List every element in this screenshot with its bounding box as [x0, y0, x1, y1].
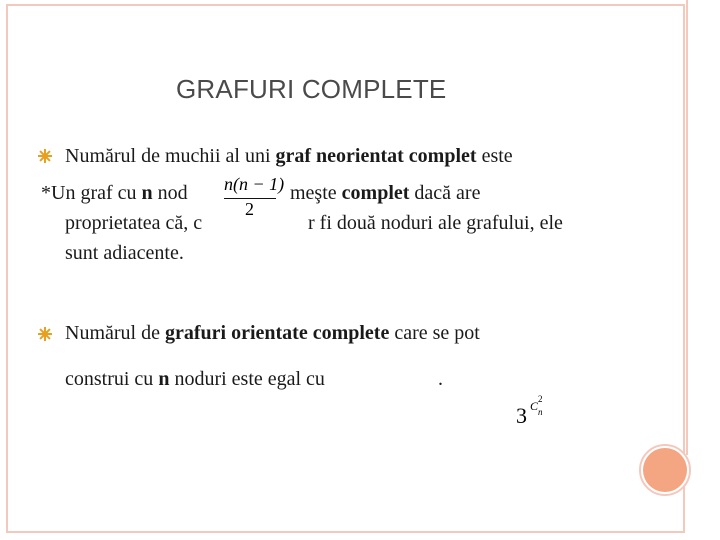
- definition-line-1: [41, 182, 188, 205]
- formula-combination: C: [530, 399, 539, 413]
- b1-bold: graf neorientat complet: [275, 145, 477, 167]
- definition-line-2-end: [308, 212, 563, 235]
- def-l1-c: meşte: [290, 182, 342, 204]
- oriented-complete-formula: [516, 394, 556, 431]
- bullet-icon: [38, 149, 52, 163]
- bullet-icon: [38, 327, 52, 341]
- def-l1-a: *Un graf cu: [41, 182, 142, 204]
- bullet-2-line-2: [65, 368, 325, 391]
- b2-l2-b: noduri este egal cu: [169, 368, 325, 390]
- bullet-2-period: .: [438, 368, 443, 390]
- slide-title: GRAFURI COMPLETE: [176, 74, 447, 104]
- formula-subscript: n: [538, 407, 543, 417]
- decorative-circle-inner: [643, 448, 687, 492]
- formula-base: 3: [516, 403, 527, 428]
- b2-bold: grafuri orientate complete: [164, 322, 390, 344]
- bullet-1-text: [65, 145, 513, 168]
- b1-suffix: este: [476, 145, 513, 167]
- def-l2-b: r fi două noduri ale grafului, ele: [308, 212, 563, 234]
- decorative-vertical-line: [686, 0, 688, 455]
- fraction-denominator: 2: [245, 199, 254, 219]
- def-l2-a: proprietatea că, c: [65, 212, 203, 234]
- b2-l2-n: n: [158, 368, 170, 390]
- bullet-2-text: [65, 322, 480, 345]
- definition-line-3: sunt adiacente.: [65, 242, 184, 264]
- formula-superscript: 2: [538, 394, 543, 404]
- b1-prefix: Numărul de muchii al uni: [65, 145, 276, 167]
- def-l1-d: complet: [341, 182, 410, 204]
- def-l1-e: dacă are: [409, 182, 481, 204]
- edge-count-fraction: [218, 174, 285, 226]
- def-l1-b: nod: [152, 182, 188, 204]
- b2-suffix: care se pot: [389, 322, 480, 344]
- b2-prefix: Numărul de: [65, 322, 165, 344]
- b2-l2-a: construi cu: [65, 368, 159, 390]
- fraction-numerator: n(n − 1): [224, 174, 285, 194]
- definition-line-1-end: [290, 182, 480, 205]
- def-l1-n: n: [141, 182, 153, 204]
- definition-line-2-start: [65, 212, 202, 235]
